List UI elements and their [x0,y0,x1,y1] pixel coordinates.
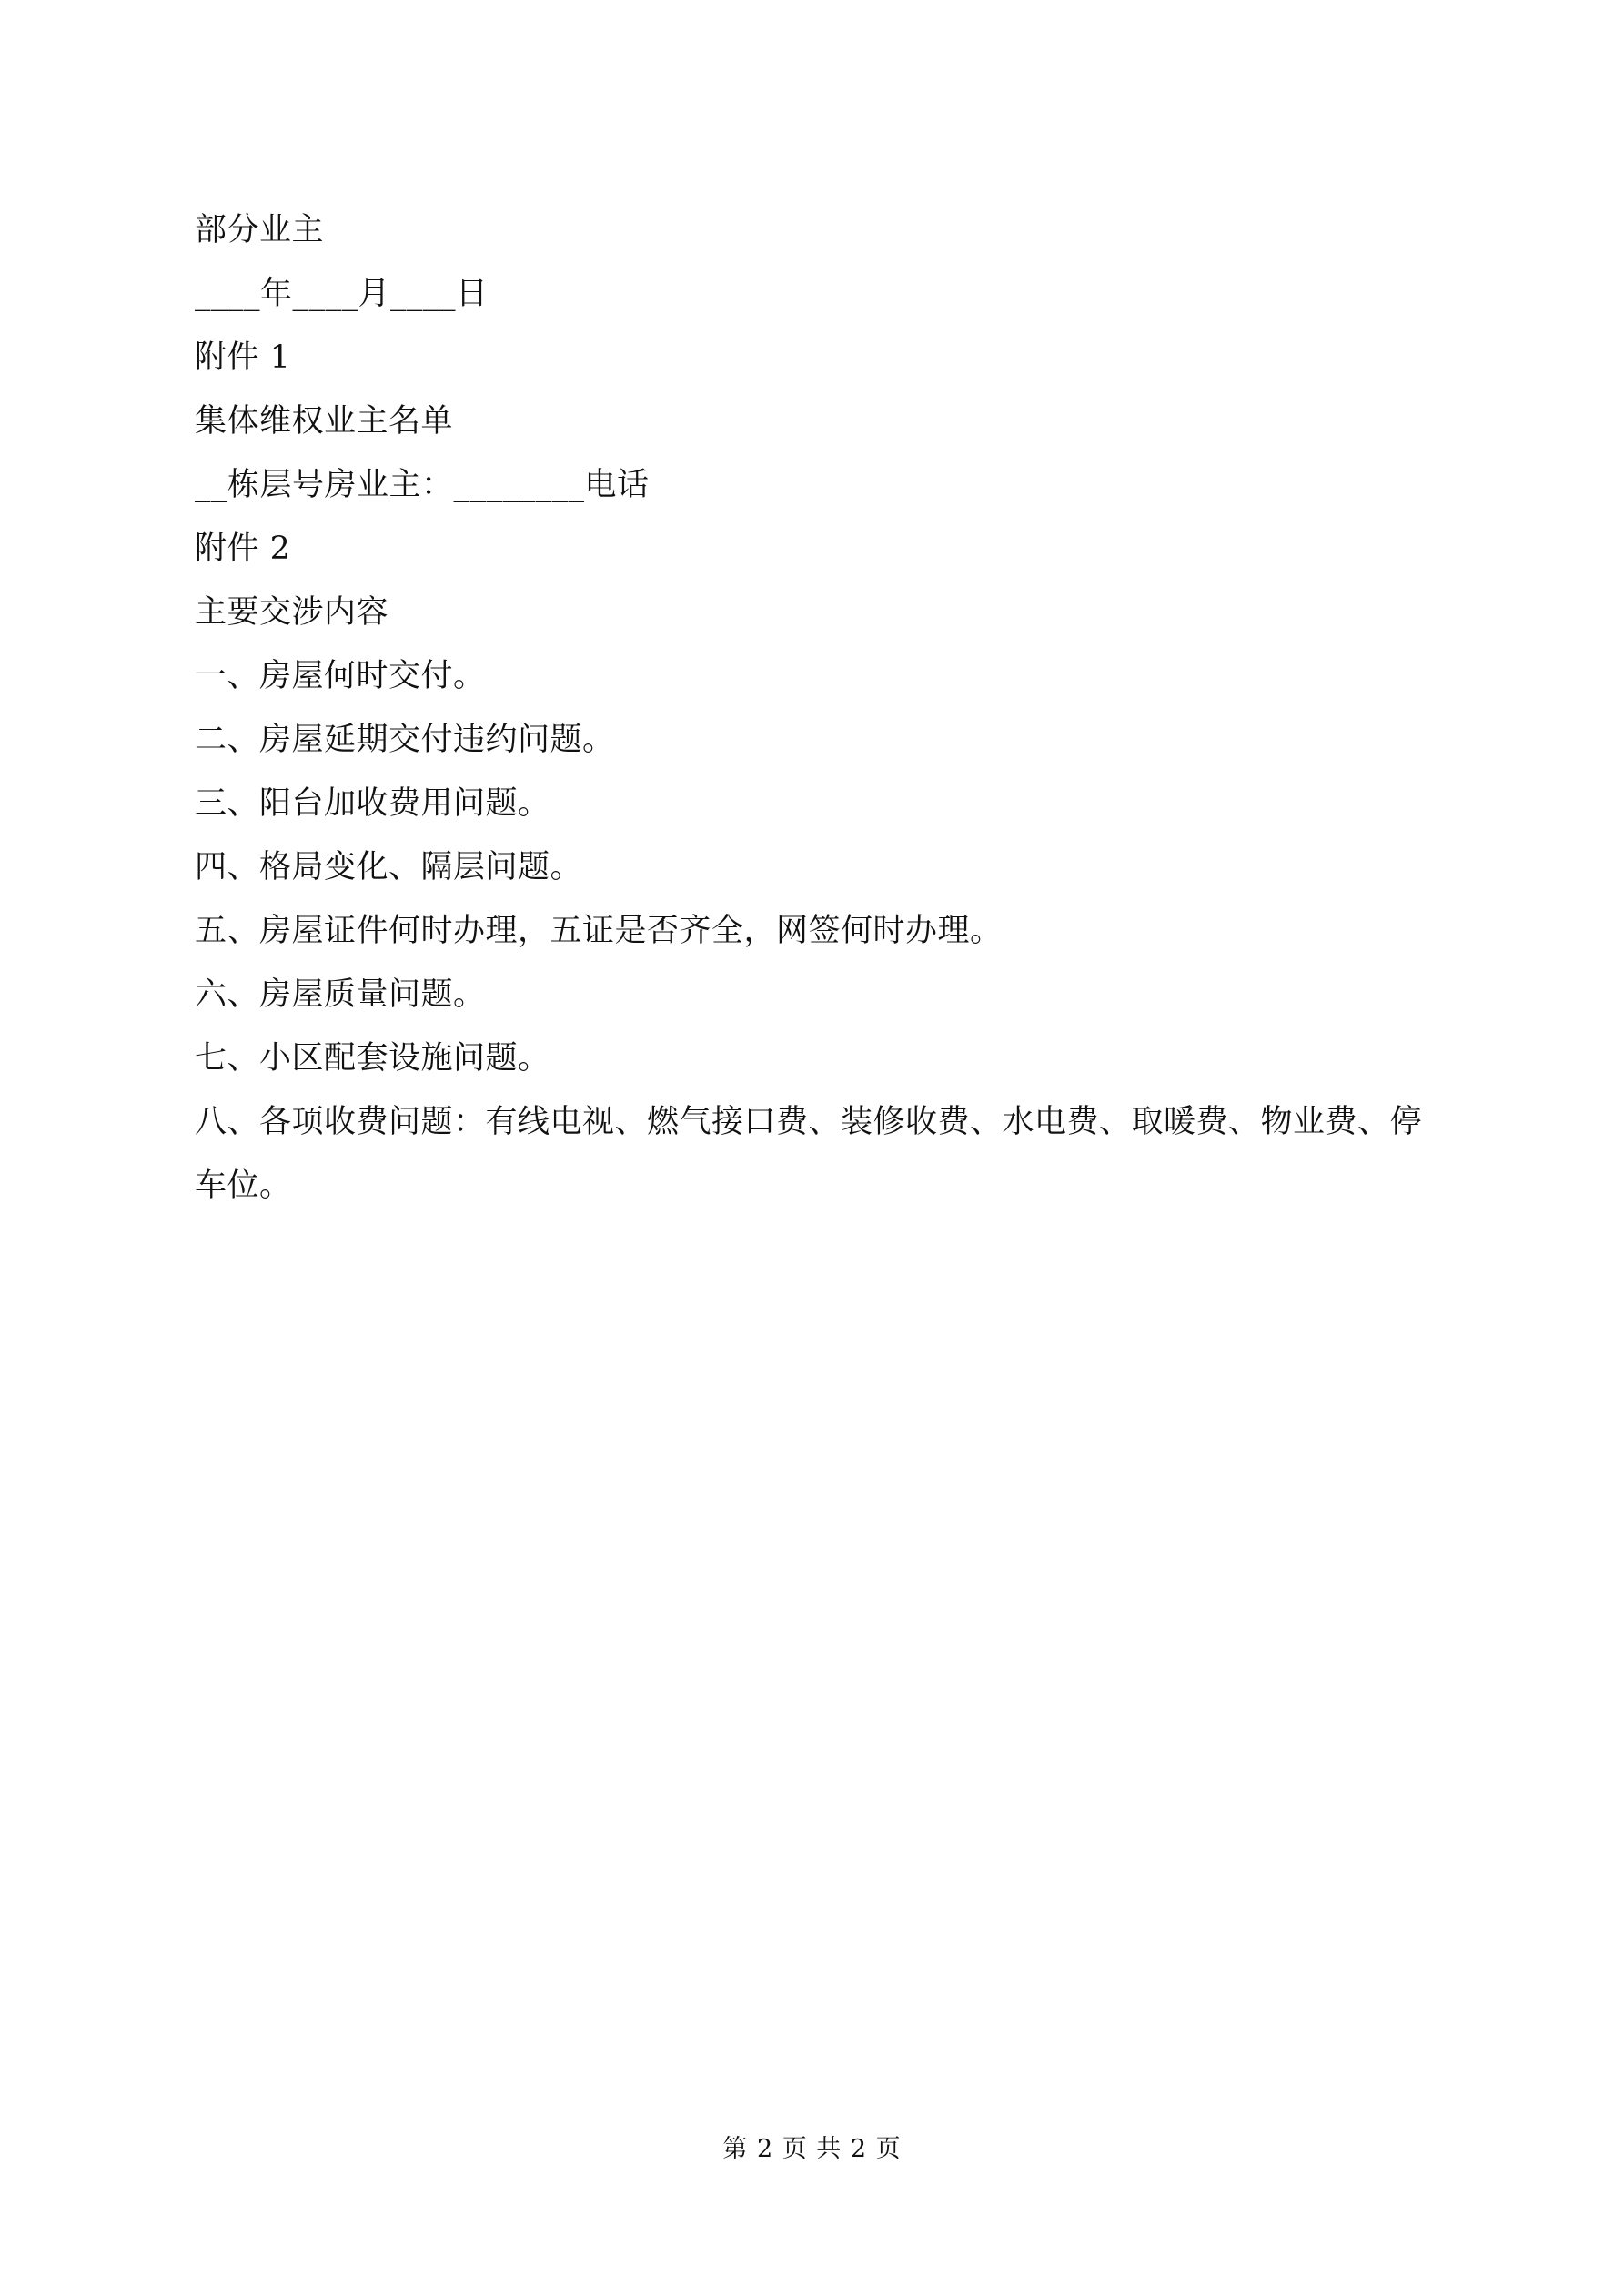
attachment-1-label: 附件 1 [195,339,291,376]
owner-list-title: 集体维权业主名单 [195,403,454,440]
negotiation-title: 主要交涉内容 [195,594,389,631]
date-line: ____年____月____日 [195,276,489,312]
owner-entry-line: __栋层号房业主：________电话 [195,467,650,503]
list-item: 三、阳台加收费用问题。 [195,785,550,822]
page-footer: 第 2 页 共 2 页 [722,2135,902,2163]
list-item: 七、小区配套设施问题。 [195,1040,550,1077]
document-body [195,198,1450,1218]
attachment-2-label: 附件 2 [195,531,291,567]
list-item: 二、房屋延期交付违约问题。 [195,722,615,758]
list-item: 四、格局变化、隔层问题。 [195,849,583,885]
list-item: 五、房屋证件何时办理，五证是否齐全，网签何时办理。 [195,913,1003,949]
signature-line: 部分业主 [195,212,325,248]
list-item: 八、各项收费问题：有线电视、燃气接口费、装修收费、水电费、取暖费、物业费、停车位。 [195,1104,1423,1204]
list-item: 一、房屋何时交付。 [195,658,486,694]
list-item: 六、房屋质量问题。 [195,976,486,1013]
